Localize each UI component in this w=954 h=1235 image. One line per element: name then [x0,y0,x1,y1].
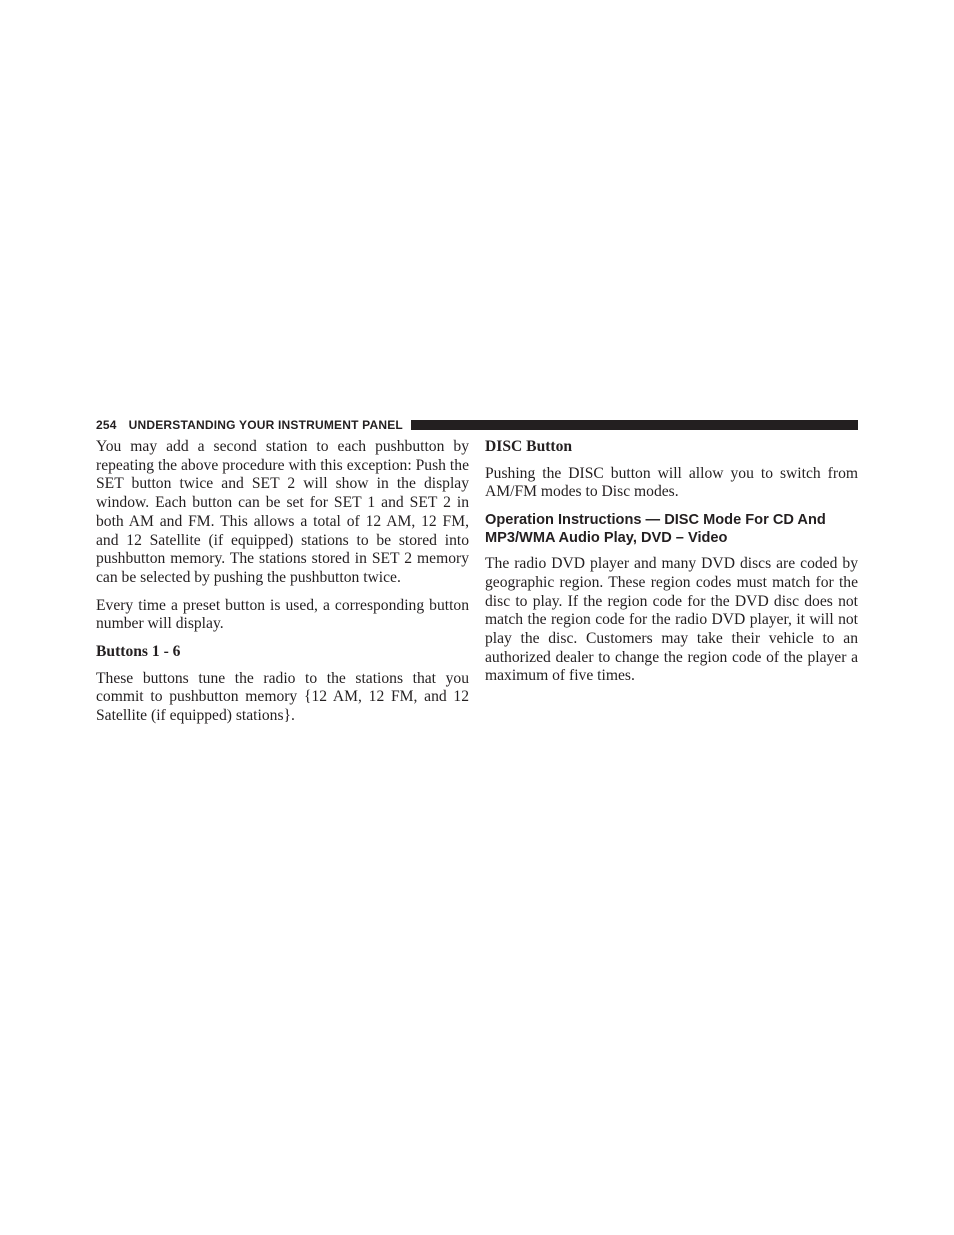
right-column [485,438,858,695]
operation-instructions-heading: Operation Instructions — DISC Mode For CD And MP3/WMA Audio Play, DVD – Video [485,512,826,547]
disc-button-paragraph: Pushing the DISC button will allow you to switch from AM/FM modes to Disc modes. [485,464,858,501]
page-header [96,416,858,434]
preset-button-paragraph: Every time a preset button is used, a corresponding button number will display. [96,596,469,633]
header-rule [411,420,858,430]
buttons-heading: Buttons 1 - 6 [96,643,181,661]
left-column [96,438,469,735]
buttons-paragraph: These buttons tune the radio to the stations that you commit to pushbutton memory {12 AM, 12 FM, and 12 Satellite (if equipped) stations}. [96,669,469,725]
region-code-paragraph: The radio DVD player and many DVD discs are coded by geographic region. These region codes must match for the disc to play. If the region code for the DVD disc does not match the region code for the radio DVD player, it will not play the disc. Customers may take their vehicle to an authorized dealer to change the region code of the player a maximum of five times. [485,555,858,685]
page-number: 254 [96,418,117,432]
disc-button-heading: DISC Button [485,438,573,455]
section-title: UNDERSTANDING YOUR INSTRUMENT PANEL [128,418,403,432]
second-station-paragraph: You may add a second station to each pushbutton by repeating the above procedure with this exception: Push the SET button twice and SET 2 will show in the display window. Each button can be set for SET 1 and SET 2 in both AM and FM. This allows a total of 12 AM, 12 FM, and 12 Satellite (if equipped) stations to be stored into pushbutton memory. The stations stored in SET 2 memory can be selected by pushing the pushbutton twice. [96,438,469,586]
